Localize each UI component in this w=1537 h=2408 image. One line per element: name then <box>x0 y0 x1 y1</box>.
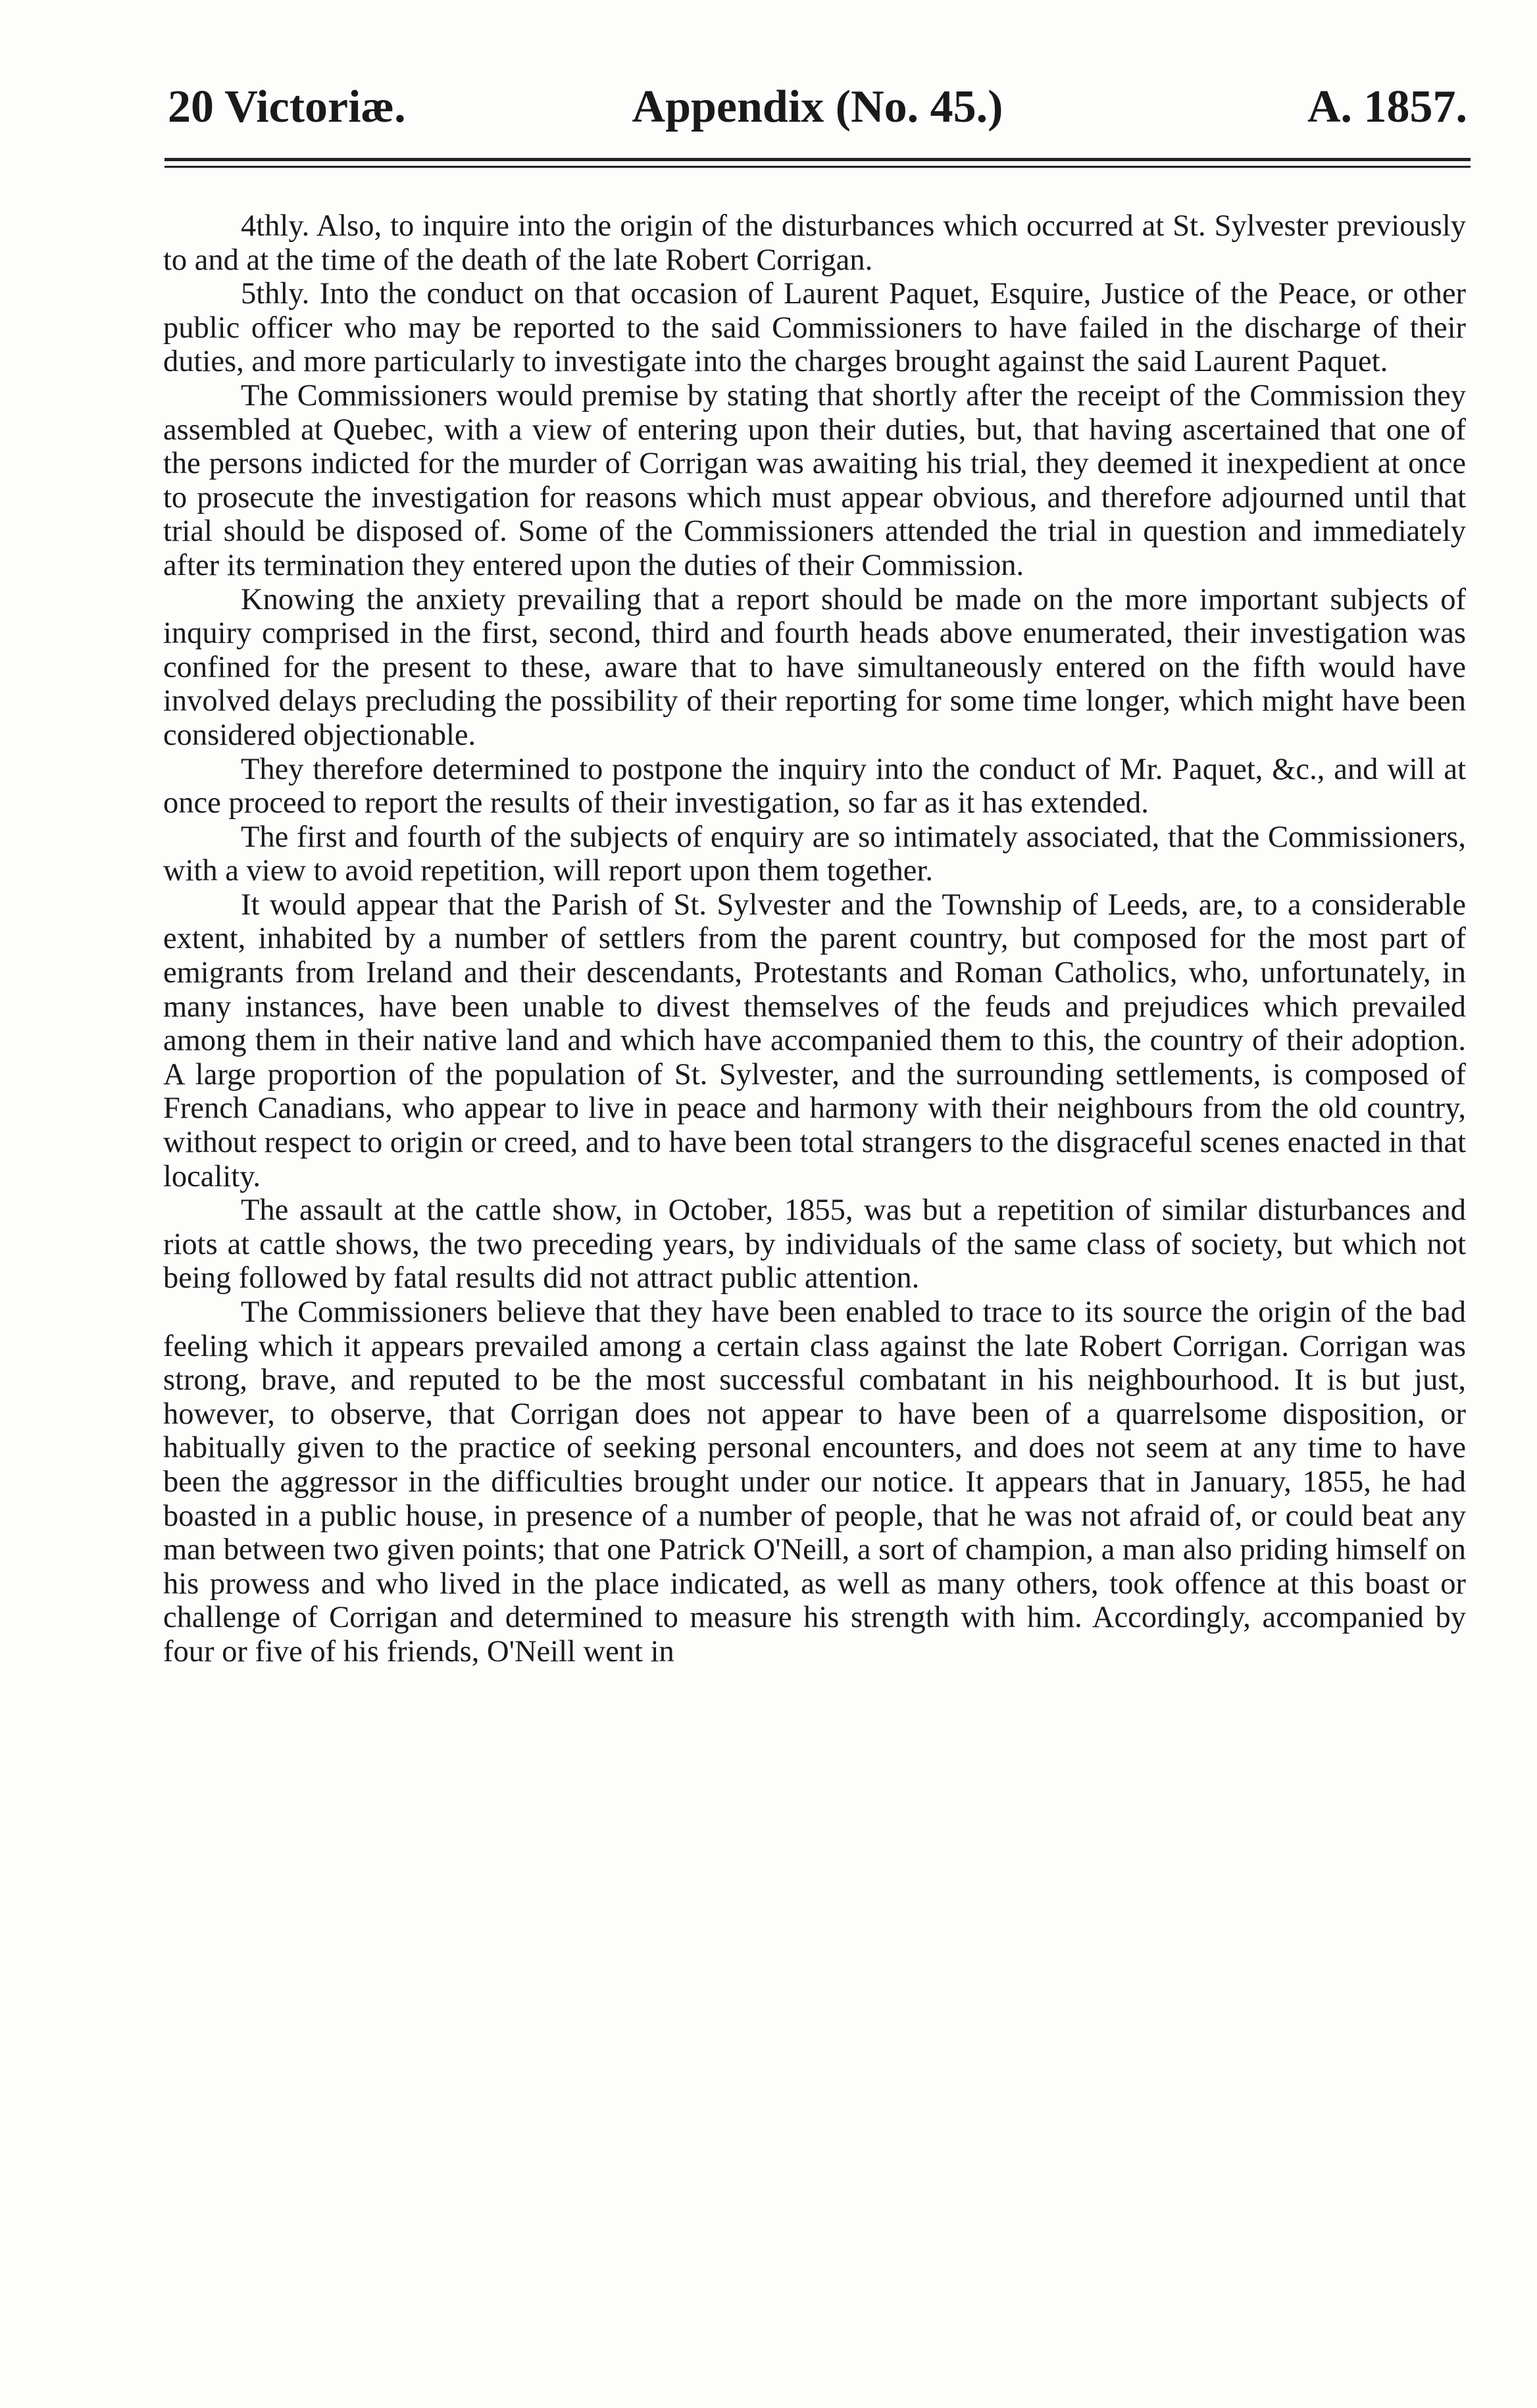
running-header <box>168 78 1467 137</box>
paragraph-fourthly: 4thly. Also, to inquire into the origin of the disturbances which occurred at St. Sylvester previously to and at the time of the death of the late Robert Corrigan. <box>163 209 1466 277</box>
paragraph-knowing-anxiety: Knowing the anxiety prevailing that a report should be made on the more important subjects of inquiry comprised in the first, second, third and fourth heads above enumerated, their investigation was confined for the present to these, aware that to have simultaneously entered on the fifth would have involved delays precluding the possibility of their reporting for some time longer, which might have been considered objectionable. <box>163 582 1466 752</box>
header-rule-thick <box>164 158 1471 161</box>
header-year: A. 1857. <box>1307 82 1467 132</box>
paragraph-origin-bad-feeling: The Commissioners believe that they have been enabled to trace to its source the origin of the bad feeling which it appears prevailed among a certain class against the late Robert Corrigan. Corrigan was strong, brave, and reputed to be the most successful combatant in his neighbourhood. It is but just, however, to observe, that Corrigan does not appear to have been of a quarrelsome disposition, or habitually given to the practice of seeking personal encounters, and does not seem at any time to have been the aggressor in the difficulties brought under our notice. It appears that in January, 1855, he had boasted in a public house, in presence of a number of people, that he was not afraid of, or could beat any man between two given points; that one Patrick O'Neill, a sort of champion, a man also priding himself on his prowess and who lived in the place indicated, as well as many others, took offence at this boast or challenge of Corrigan and determined to measure his strength with him. Accordingly, accompanied by four or five of his friends, O'Neill went in <box>163 1295 1466 1668</box>
header-appendix-number: Appendix (No. 45.) <box>632 82 1003 132</box>
paragraph-postpone-inquiry: They therefore determined to postpone the inquiry into the conduct of Mr. Paquet, &c., and will at once proceed to report the results of their investigation, so far as it has extended. <box>163 752 1466 820</box>
paragraph-first-and-fourth: The first and fourth of the subjects of enquiry are so intimately associated, that the Commissioners, with a view to avoid repetition, will report upon them together. <box>163 820 1466 888</box>
paragraph-parish-st-sylvester: It would appear that the Parish of St. Sylvester and the Township of Leeds, are, to a considerable extent, inhabited by a number of settlers from the parent country, but composed for the most part of emigrants from Ireland and their descendants, Protestants and Roman Catholics, who, unfortunately, in many instances, have been unable to divest themselves of the feuds and prejudices which prevailed among them in their native land and which have accompanied them to this, the country of their adoption. A large proportion of the population of St. Sylvester, and the surrounding settlements, is composed of French Canadians, who appear to live in peace and harmony with their neighbours from the old country, without respect to origin or creed, and to have been total strangers to the disgraceful scenes enacted in that locality. <box>163 888 1466 1193</box>
header-regnal-year: 20 Victoriæ. <box>168 82 406 132</box>
paragraph-commissioners-premise: The Commissioners would premise by stating that shortly after the receipt of the Commission they assembled at Quebec, with a view of entering upon their duties, but, that having ascertained that one of the persons indicted for the murder of Corrigan was awaiting his trial, they deemed it inexpedient at once to prosecute the investigation for reasons which must appear obvious, and therefore adjourned until that trial should be disposed of. Some of the Commissioners attended the trial in question and immediately after its termination they entered upon the duties of their Commission. <box>163 378 1466 582</box>
body-text <box>163 209 1466 1669</box>
header-rule-thin <box>164 166 1471 168</box>
paragraph-fifthly: 5thly. Into the conduct on that occasion of Laurent Paquet, Esquire, Justice of the Peace, or other public officer who may be reported to the said Commissioners to have failed in the discharge of their duties, and more particularly to investigate into the charges brought against the said Laurent Paquet. <box>163 277 1466 379</box>
paragraph-cattle-show-assault: The assault at the cattle show, in October, 1855, was but a repetition of similar disturbances and riots at cattle shows, the two preceding years, by individuals of the same class of society, but which not being followed by fatal results did not attract public attention. <box>163 1193 1466 1295</box>
